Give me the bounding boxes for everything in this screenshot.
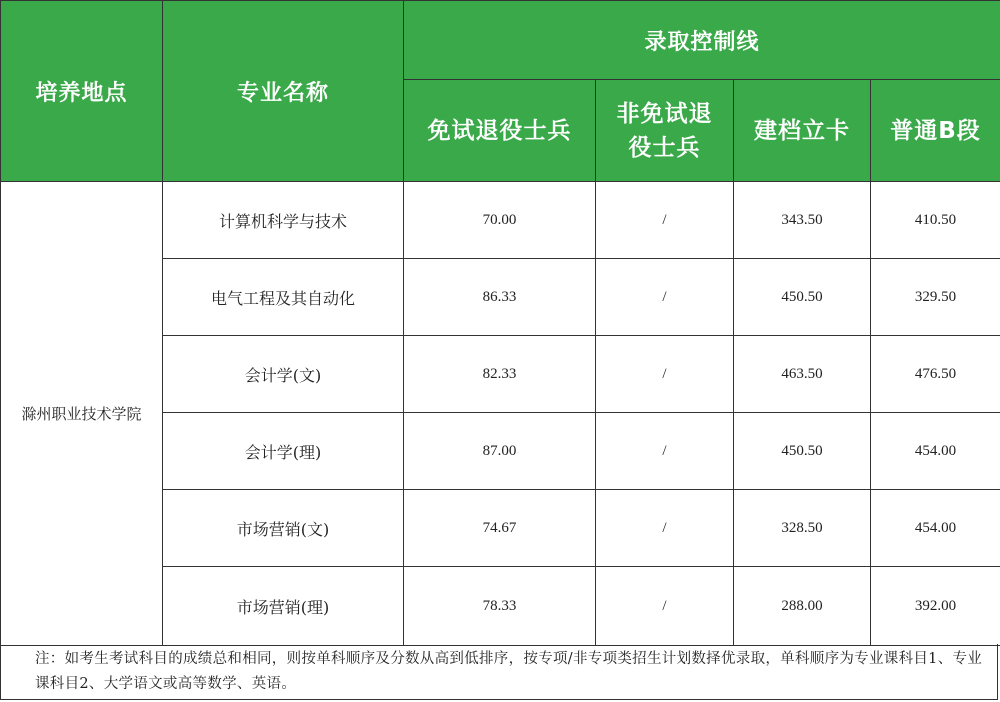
major-cell: 计算机科学与技术	[163, 182, 404, 259]
score-regular-b: 476.50	[871, 336, 1000, 413]
table-row	[1, 182, 1000, 259]
major-cell: 电气工程及其自动化	[163, 259, 404, 336]
major-cell: 会计学(文)	[163, 336, 404, 413]
score-exempt: 74.67	[404, 490, 596, 567]
score-nonexempt: /	[596, 413, 734, 490]
score-registered-poor: 343.50	[734, 182, 871, 259]
score-regular-b: 392.00	[871, 567, 1000, 646]
score-exempt: 70.00	[404, 182, 596, 259]
header-location: 培养地点	[1, 1, 163, 182]
score-exempt: 78.33	[404, 567, 596, 646]
header-control-line: 录取控制线	[404, 1, 1000, 80]
score-regular-b: 454.00	[871, 413, 1000, 490]
score-exempt: 86.33	[404, 259, 596, 336]
score-registered-poor: 328.50	[734, 490, 871, 567]
score-registered-poor: 288.00	[734, 567, 871, 646]
header-major: 专业名称	[163, 1, 404, 182]
footnote: 注：如考生考试科目的成绩总和相同，则按单科顺序及分数从高到低排序，按专项/非专项类招生计划数择优录取，单科顺序为专业课科目1、专业课科目2、大学语文或高等数学、英语。	[0, 644, 998, 700]
header-col-nonexempt-veterans: 非免试退役士兵	[596, 80, 734, 182]
score-nonexempt: /	[596, 490, 734, 567]
score-regular-b: 329.50	[871, 259, 1000, 336]
score-registered-poor: 450.50	[734, 413, 871, 490]
score-exempt: 82.33	[404, 336, 596, 413]
score-nonexempt: /	[596, 259, 734, 336]
score-nonexempt: /	[596, 182, 734, 259]
score-nonexempt: /	[596, 567, 734, 646]
major-cell: 市场营销(文)	[163, 490, 404, 567]
major-cell: 会计学(理)	[163, 413, 404, 490]
score-registered-poor: 463.50	[734, 336, 871, 413]
header-col-regular-b: 普通B段	[871, 80, 1000, 182]
score-regular-b: 410.50	[871, 182, 1000, 259]
header-col-exempt-veterans: 免试退役士兵	[404, 80, 596, 182]
location-cell: 滁州职业技术学院	[1, 182, 163, 646]
score-registered-poor: 450.50	[734, 259, 871, 336]
major-cell: 市场营销(理)	[163, 567, 404, 646]
score-regular-b: 454.00	[871, 490, 1000, 567]
score-exempt: 87.00	[404, 413, 596, 490]
score-nonexempt: /	[596, 336, 734, 413]
header-col-registered-poor: 建档立卡	[734, 80, 871, 182]
